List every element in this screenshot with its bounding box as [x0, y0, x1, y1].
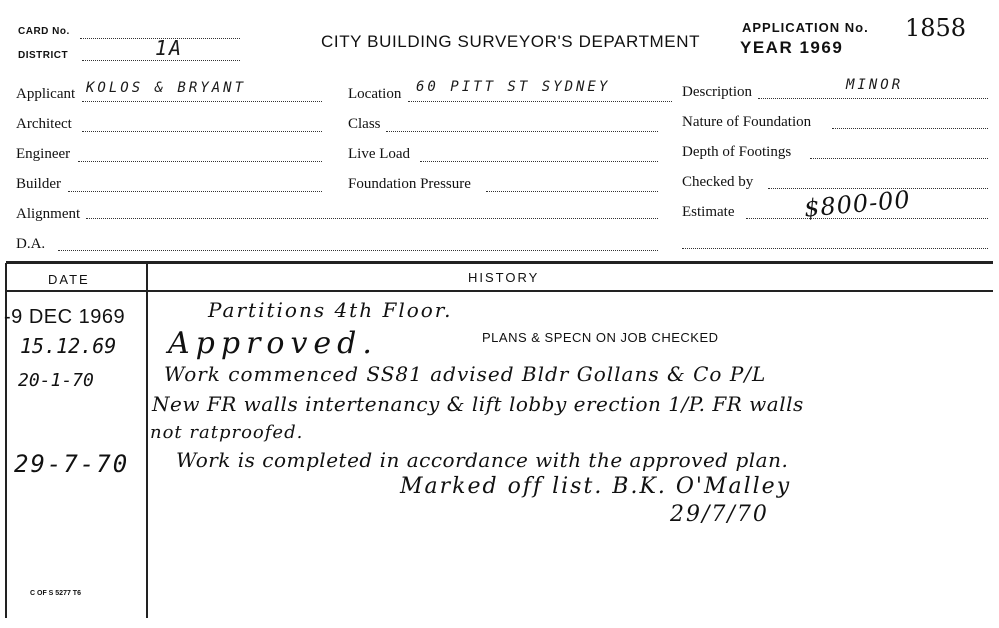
table-row-6-history: Work is completed in accordance with the approved plan. [176, 448, 789, 472]
builder-label: Builder [16, 176, 61, 192]
history-column-header: HISTORY [468, 270, 540, 285]
table-row-7-history: Marked off list. B.K. O'Malley [400, 474, 792, 499]
date-column-divider [146, 263, 148, 618]
nature-of-foundation-line [832, 128, 988, 129]
district-value: 1A [155, 36, 184, 60]
estimate-label: Estimate [682, 204, 735, 220]
table-row-6-date: 29-7-70 [14, 450, 130, 478]
date-column-header: DATE [48, 272, 90, 287]
depth-of-footings-line [810, 158, 988, 159]
engineer-line [78, 161, 322, 162]
applicant-value: KOLOS & BRYANT [86, 80, 247, 96]
district-line [82, 60, 240, 61]
card-no-label: CARD No. [18, 26, 70, 37]
builder-line [68, 191, 322, 192]
table-row-8-history: 29/7/70 [670, 502, 769, 527]
location-value: 60 PITT ST SYDNEY [416, 79, 611, 95]
description-line [758, 98, 988, 99]
application-number: 1858 [905, 14, 967, 42]
table-row-3-date: 20-1-70 [18, 370, 94, 391]
foundation-pressure-label: Foundation Pressure [348, 176, 471, 192]
district-label: DISTRICT [18, 50, 69, 61]
form-code: C OF S 5277 T6 [30, 590, 81, 597]
extra-line [682, 248, 988, 249]
description-label: Description [682, 84, 752, 100]
alignment-label: Alignment [16, 206, 81, 222]
nature-of-foundation-label: Nature of Foundation [682, 114, 812, 130]
depth-of-footings-label: Depth of Footings [682, 144, 792, 160]
class-line [386, 131, 658, 132]
table-header-rule [6, 290, 993, 292]
table-row-5-history: not ratproofed. [150, 422, 304, 443]
table-row-1-date: -9 DEC 1969 [4, 306, 126, 328]
table-row-2-stamp: PLANS & SPECN ON JOB CHECKED [482, 330, 719, 345]
applicant-label: Applicant [16, 86, 76, 102]
foundation-pressure-line [486, 191, 658, 192]
description-value: MINOR [846, 77, 904, 93]
da-label: D.A. [16, 236, 46, 252]
live-load-label: Live Load [348, 146, 411, 162]
table-top-rule [6, 261, 993, 264]
location-line [408, 101, 672, 102]
estimate-line [746, 218, 988, 219]
table-row-3-history: Work commenced SS81 advised Bldr Gollans & Co P/L [164, 362, 767, 386]
live-load-line [420, 161, 658, 162]
da-line [58, 250, 658, 251]
architect-label: Architect [16, 116, 72, 132]
class-label: Class [348, 116, 381, 132]
department-title: CITY BUILDING SURVEYOR'S DEPARTMENT [321, 32, 701, 51]
applicant-line [82, 101, 322, 102]
application-no-label: APPLICATION No. [742, 20, 869, 35]
architect-line [82, 131, 322, 132]
estimate-value: $800-00 [802, 185, 912, 223]
checked-by-label: Checked by [682, 174, 754, 190]
table-row-2-date: 15.12.69 [20, 334, 117, 358]
location-label: Location [348, 86, 402, 102]
alignment-line [86, 218, 658, 219]
table-row-1-history: Partitions 4th Floor. [208, 298, 453, 322]
year-label: YEAR 1969 [740, 38, 844, 57]
engineer-label: Engineer [16, 146, 71, 162]
table-row-4-history: New FR walls intertenancy & lift lobby erection 1/P. FR walls [152, 392, 804, 416]
table-row-2-history: Approved. [168, 326, 378, 361]
